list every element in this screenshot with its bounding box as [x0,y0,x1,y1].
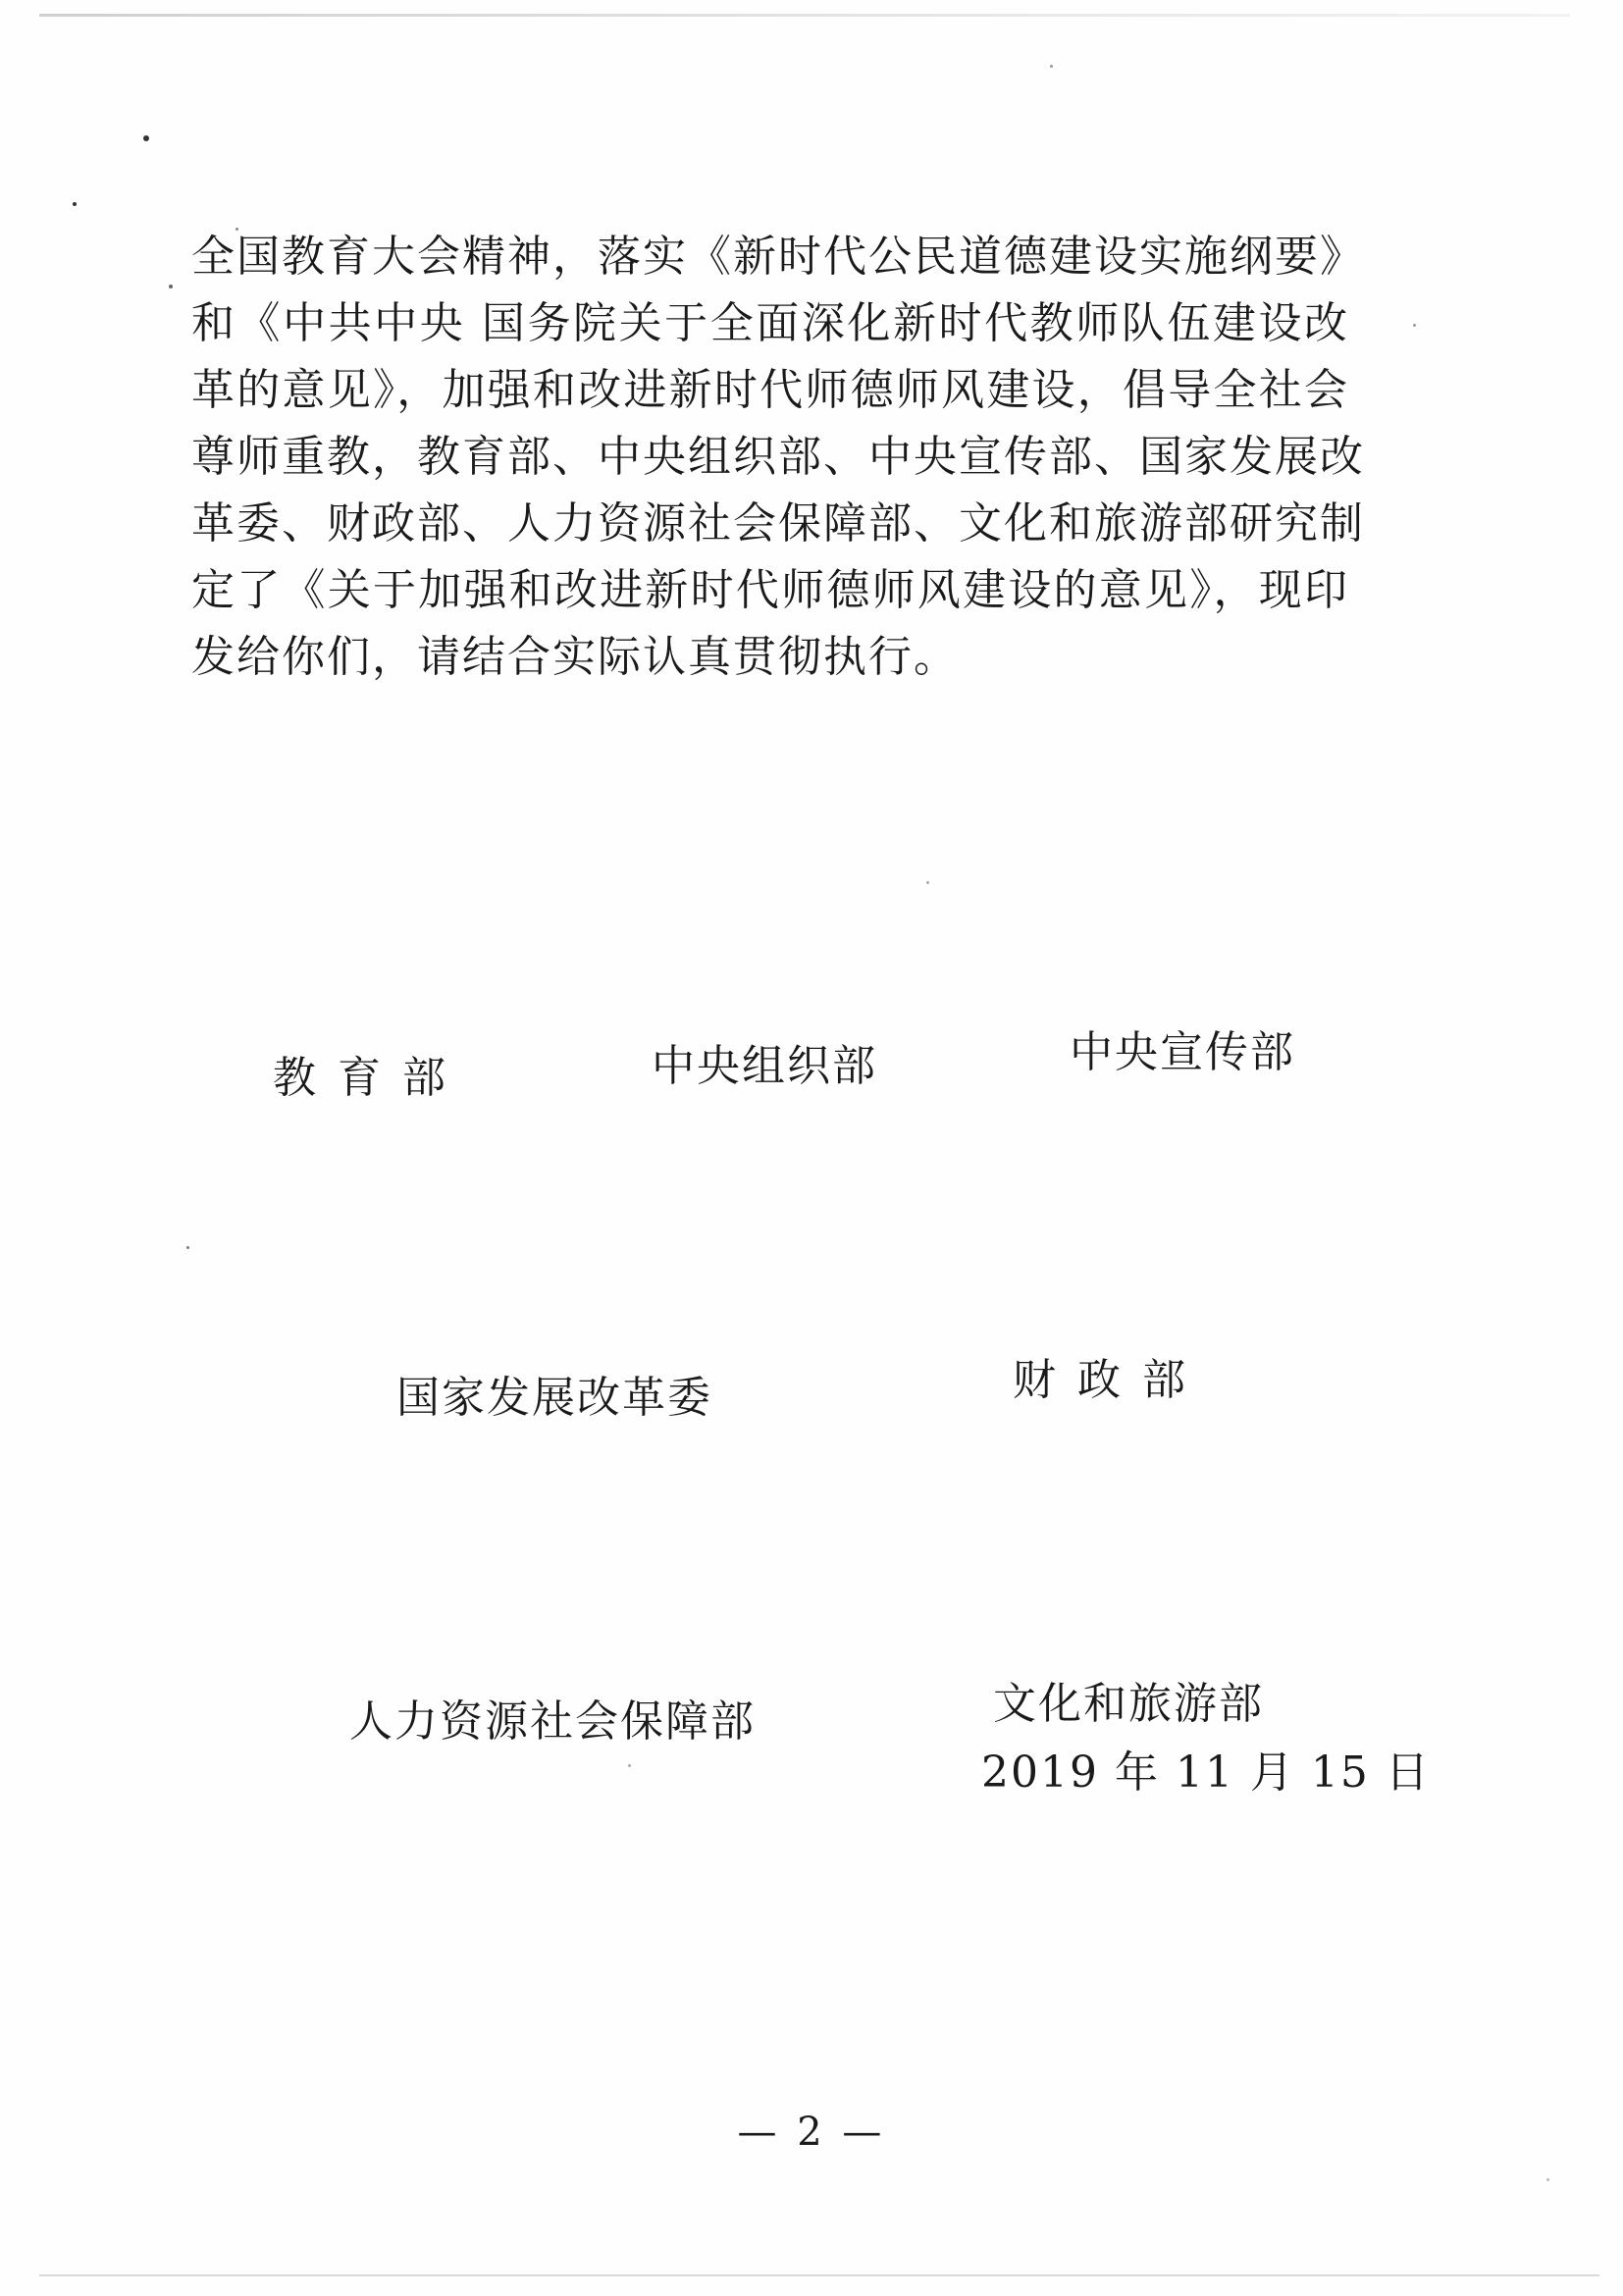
signatory-hrss: 人力资源社会保障部 [349,1696,756,1747]
body-line: 定了《关于加强和改进新时代师德师风建设的意见》，现印 [191,565,1349,615]
scan-speck [73,202,77,206]
scan-speck [169,285,173,288]
body-line: 尊师重教，教育部、中央组织部、中央宣传部、国家发展改 [191,432,1365,482]
signatory-publicity: 中央宣传部 [1070,1027,1295,1077]
scan-edge-top [39,14,1570,17]
signatory-ndrc: 国家发展改革委 [396,1373,712,1423]
body-line: 发给你们，请结合实际认真贯彻执行。 [191,632,959,682]
scan-speck [143,135,149,141]
body-line: 和《中共中央 国务院关于全面深化新时代教师队伍建设改 [191,298,1349,348]
body-line: 革委、财政部、人力资源社会保障部、文化和旅游部研究制 [191,498,1365,548]
scan-speck [926,881,929,884]
signatory-organization: 中央组织部 [652,1041,877,1091]
body-line: 革的意见》，加强和改进新时代师德师风建设，倡导全社会 [191,365,1349,415]
scan-speck [628,1764,631,1767]
scan-speck [1050,65,1053,68]
body-paragraph [191,224,1365,691]
page-number: — 2 — [737,2110,886,2155]
signatory-culture-tourism: 文化和旅游部 [993,1679,1264,1729]
scan-speck [186,1246,189,1249]
scan-speck [1546,2178,1549,2181]
issue-date: 2019 年 11 月 15 日 [981,1748,1431,1798]
body-line: 全国教育大会精神，落实《新时代公民道德建设实施纲要》 [191,232,1365,282]
scan-edge-bottom [39,2274,1599,2276]
scan-speck [1413,324,1416,327]
signatory-finance: 财政部 [1013,1355,1207,1405]
signatory-education: 教育部 [273,1053,467,1103]
